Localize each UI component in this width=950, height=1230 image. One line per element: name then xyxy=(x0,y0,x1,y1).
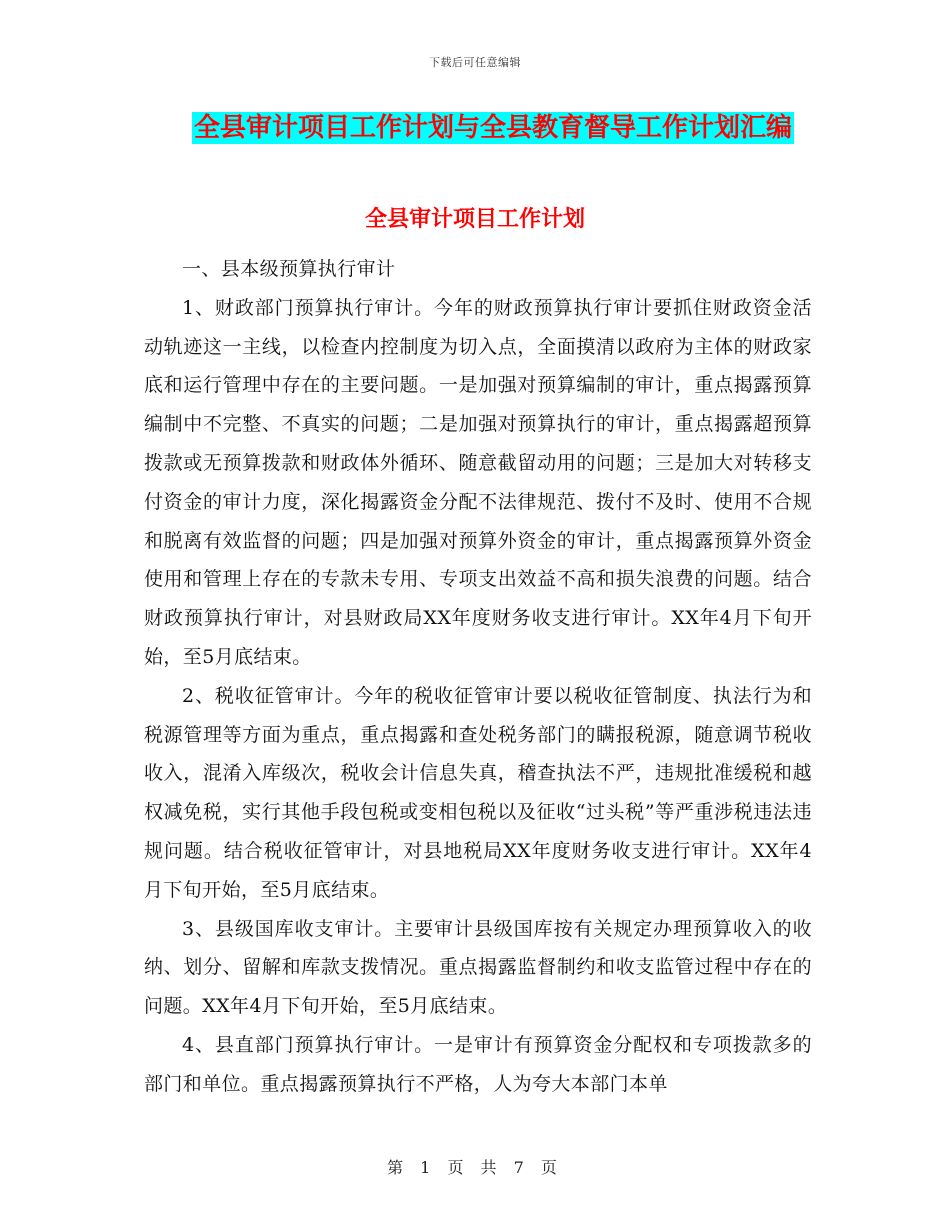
paragraph: 3、县级国库收支审计。主要审计县级国库按有关规定办理预算收入的收纳、划分、留解和库款支拨情况。重点揭露监督制约和收支监管过程中存在的问题。XX年4月下旬开始，至5月底结束。 xyxy=(144,917,812,1018)
document-main-title: 全县审计项目工作计划与全县教育督导工作计划汇编 xyxy=(194,113,793,143)
paragraph: 4、县直部门预算执行审计。一是审计有预算资金分配权和专项拨款多的部门和单位。重点揭露预算执行不严格，人为夸大本部门本单 xyxy=(144,1033,812,1095)
section-title: 全县审计项目工作计划 xyxy=(364,207,585,232)
page-footer: 第 1 页 共 7 页 xyxy=(387,1158,563,1177)
document-body xyxy=(144,250,812,1104)
paragraph: 2、税收征管审计。今年的税收征管审计要以税收征管制度、执法行为和税源管理等方面为重点，重点揭露和查处税务部门的瞒报税源，随意调节税收收入，混淆入库级次，税收会计信息失真，稽查执法不严，违规批准缓税和越权减免税，实行其他手段包税或变相包税以及征收“过头税”等严重涉税违法违规问题。结合税收征管审计，对县地税局XX年度财务收支进行审计。XX年4月下旬开始，至5月底结束。 xyxy=(144,684,812,901)
header-note: 下载后可任意编辑 xyxy=(429,56,521,69)
paragraph: 1、财政部门预算执行审计。今年的财政预算执行审计要抓住财政资金活动轨迹这一主线，以检查内控制度为切入点，全面摸清以政府为主体的财政家底和运行管理中存在的主要问题。一是加强对预算编制的审计，重点揭露预算编制中不完整、不真实的问题；二是加强对预算执行的审计，重点揭露超预算拨款或无预算拨款和财政体外循环、随意截留动用的问题；三是加大对转移支付资金的审计力度，深化揭露资金分配不法律规范、拨付不及时、使用不合规和脱离有效监督的问题；四是加强对预算外资金的审计，重点揭露预算外资金使用和管理上存在的专款未专用、专项支出效益不高和损失浪费的问题。结合财政预算执行审计，对县财政局XX年度财务收支进行审计。XX年4月下旬开始，至5月底结束。 xyxy=(144,296,812,668)
section-heading: 一、县本级预算执行审计 xyxy=(182,258,396,280)
